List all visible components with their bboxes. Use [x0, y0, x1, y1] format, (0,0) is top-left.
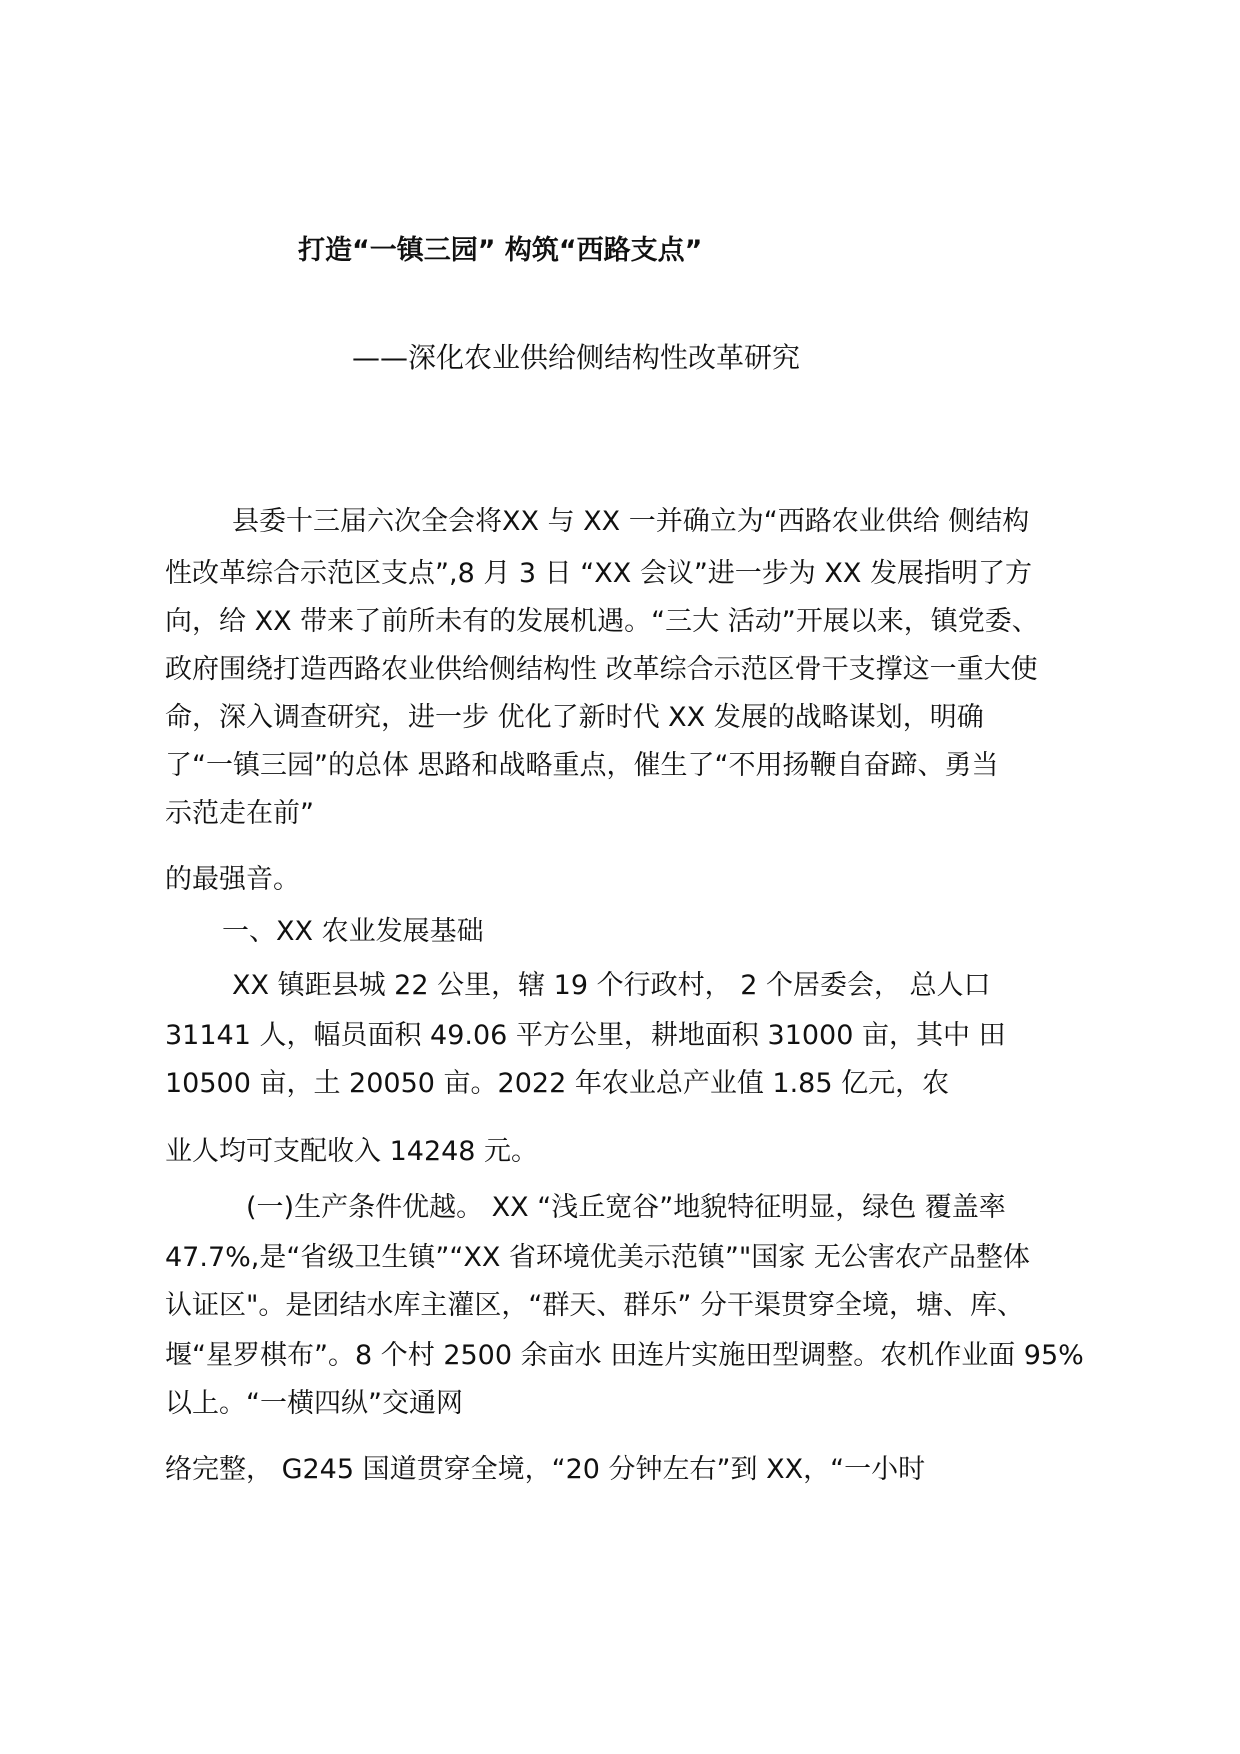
paragraph-line: 络完整， G245 国道贯穿全境，“20 分钟左右”到 XX，“一小时: [165, 1454, 926, 1485]
paragraph-line: 的最强音。: [165, 864, 300, 895]
paragraph-line: 政府围绕打造西路农业供给侧结构性 改革综合示范区骨干支撑这一重大使: [165, 654, 1038, 685]
document-title: 打造“一镇三园” 构筑“西路支点”: [298, 235, 703, 266]
paragraph-line: 县委十三届六次全会将XX 与 XX 一并确立为“西路农业供给 侧结构: [232, 506, 1030, 537]
paragraph-line: XX 镇距县城 22 公里，辖 19 个行政村， 2 个居委会， 总人口: [232, 970, 991, 1001]
paragraph-line: 业人均可支配收入 14248 元。: [165, 1136, 539, 1167]
document-subtitle: ——深化农业供给侧结构性改革研究: [352, 341, 801, 374]
paragraph-line: 性改革综合示范区支点”,8 月 3 日 “XX 会议”进一步为 XX 发展指明了方: [165, 558, 1032, 589]
paragraph-line: 以上。“一横四纵”交通网: [165, 1388, 463, 1419]
paragraph-line: 示范走在前”: [165, 798, 314, 829]
paragraph-line: 向，给 XX 带来了前所未有的发展机遇。“三大 活动”开展以来，镇党委、: [165, 606, 1039, 637]
paragraph-line: 47.7%,是“省级卫生镇”“XX 省环境优美示范镇”"国家 无公害农产品整体: [165, 1242, 1030, 1273]
paragraph-line: 命，深入调查研究，进一步 优化了新时代 XX 发展的战略谋划，明确: [165, 702, 984, 733]
paragraph-line: (一)生产条件优越。 XX “浅丘宽谷”地貌特征明显，绿色 覆盖率: [246, 1192, 1006, 1223]
paragraph-line: 31141 人，幅员面积 49.06 平方公里，耕地面积 31000 亩，其中 田: [165, 1020, 1006, 1051]
paragraph-line: 堰“星罗棋布”。8 个村 2500 余亩水 田连片实施田型调整。农机作业面 95%: [165, 1340, 1084, 1371]
paragraph-line: 了“一镇三园”的总体 思路和战略重点，催生了“不用扬鞭自奋蹄、勇当: [165, 750, 999, 781]
paragraph-line: 10500 亩，土 20050 亩。2022 年农业总产业值 1.85 亿元，农: [165, 1068, 950, 1099]
section-heading: 一、XX 农业发展基础: [222, 916, 484, 947]
paragraph-line: 认证区"。是团结水库主灌区，“群天、群乐” 分干渠贯穿全境，塘、库、: [165, 1290, 1024, 1321]
